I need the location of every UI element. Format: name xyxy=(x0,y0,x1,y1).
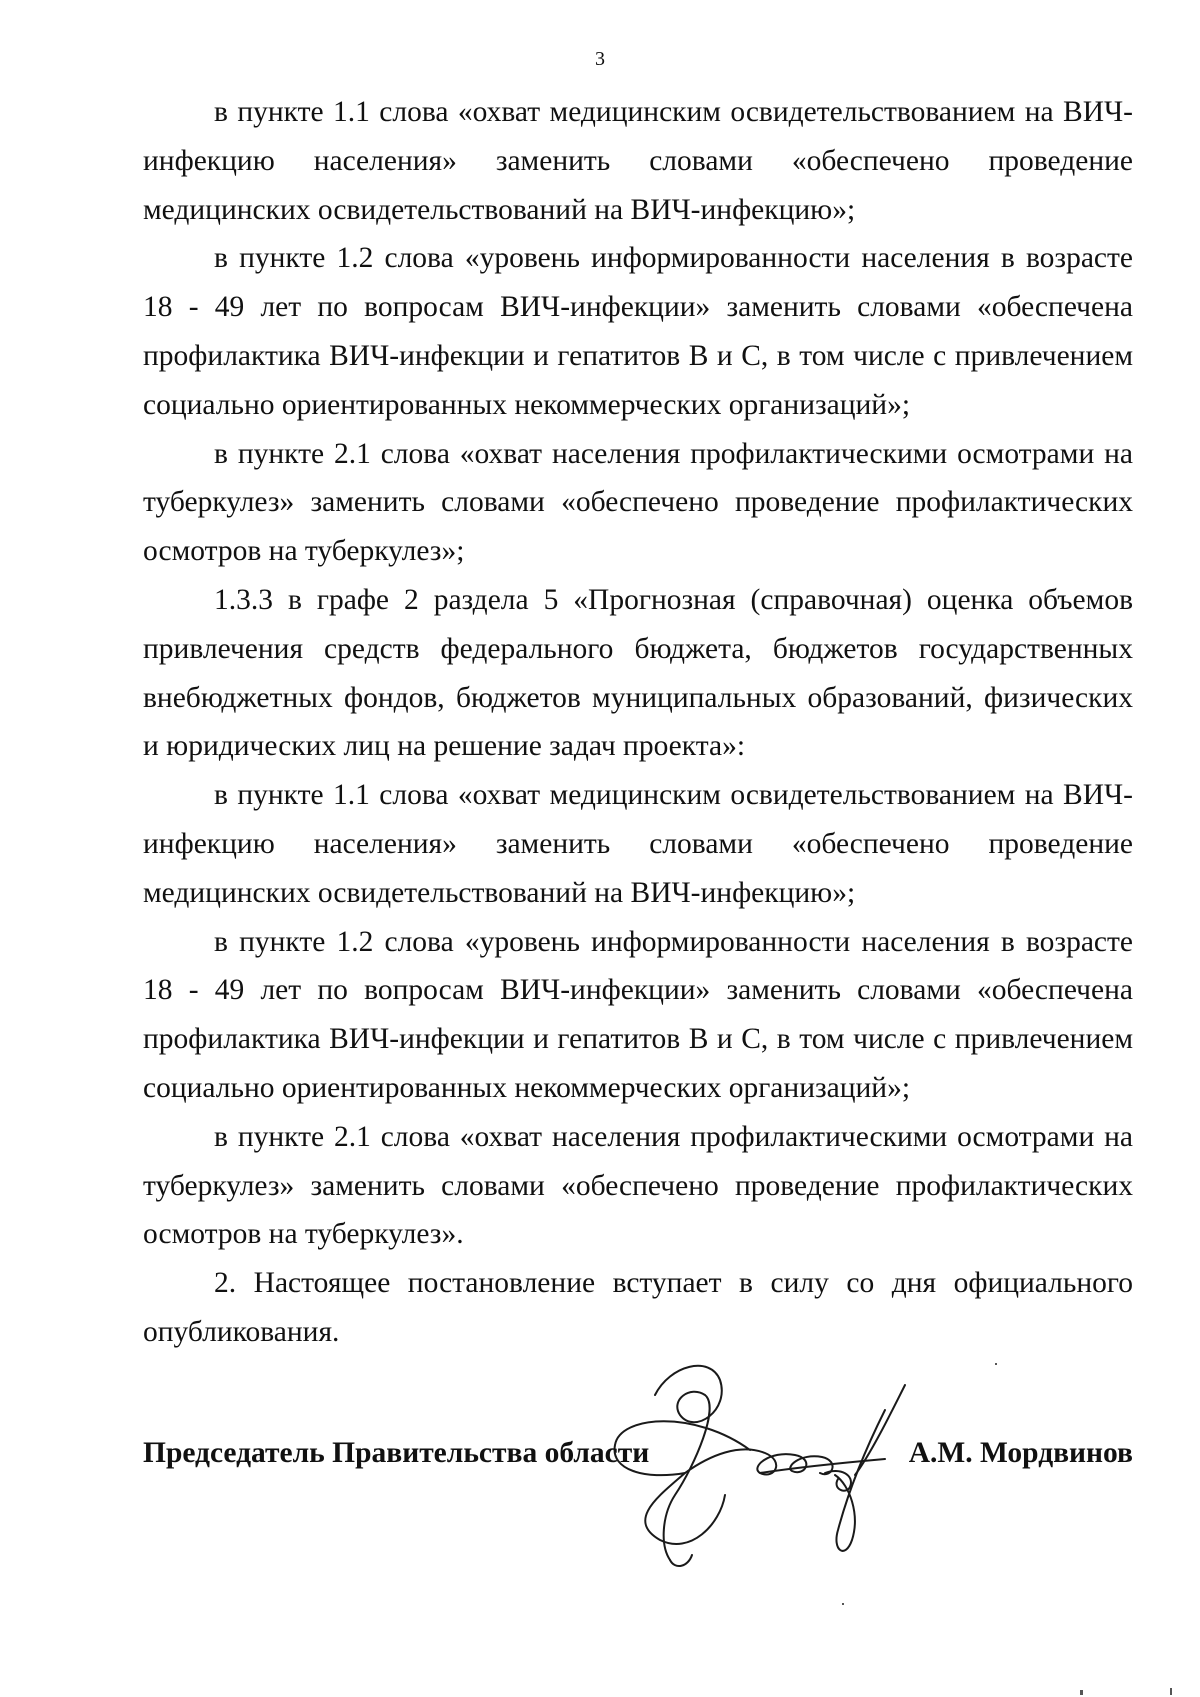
paragraph: 2. Настоящее постановление вступает в силу со дня официального опубликования. xyxy=(143,1267,1133,1348)
paragraph: в пункте 1.2 слова «уровень информированности населения в возрасте 18 - 49 лет по вопросам ВИЧ-инфекции» заменить словами «обеспечена профилактика ВИЧ-инфекции и гепатитов В и С, в том числе с привлечением социально ориентированных некоммерческих организаций»; xyxy=(143,925,1133,1104)
scan-speck xyxy=(1080,1690,1083,1695)
paragraph: в пункте 1.1 слова «охват медицинским освидетельствованием на ВИЧ-инфекцию населения» заменить словами «обеспечено проведение медицинских освидетельствований на ВИЧ-инфекцию»; xyxy=(143,779,1133,909)
paragraph: в пункте 1.1 слова «охват медицинским освидетельствованием на ВИЧ-инфекцию населения» заменить словами «обеспечено проведение медицинских освидетельствований на ВИЧ-инфекцию»; xyxy=(143,96,1133,226)
scan-speck xyxy=(1170,1688,1172,1695)
scan-speck xyxy=(995,1363,997,1365)
page-number: 3 xyxy=(595,48,605,70)
signer-title: Председатель Правительства области xyxy=(143,1437,650,1469)
scan-speck xyxy=(842,1603,844,1605)
paragraph: 1.3.3 в графе 2 раздела 5 «Прогнозная (справочная) оценка объемов привлечения средств федерального бюджета, бюджетов государственных внебюджетных фондов, бюджетов муниципальных образований, физических и юридических лиц на решение задач проекта»: xyxy=(143,583,1133,763)
document-body xyxy=(143,88,1133,1357)
signature-block xyxy=(143,1437,1133,1485)
signer-name: А.М. Мордвинов xyxy=(908,1437,1133,1469)
paragraph: в пункте 2.1 слова «охват населения профилактическими осмотрами на туберкулез» заменить словами «обеспечено проведение профилактических осмотров на туберкулез». xyxy=(143,1120,1133,1251)
paragraph: в пункте 2.1 слова «охват населения профилактическими осмотрами на туберкулез» заменить словами «обеспечено проведение профилактических осмотров на туберкулез»; xyxy=(143,437,1133,568)
paragraph: в пункте 1.2 слова «уровень информированности населения в возрасте 18 - 49 лет по вопросам ВИЧ-инфекции» заменить словами «обеспечена профилактика ВИЧ-инфекции и гепатитов В и С, в том числе с привлечением социально ориентированных некоммерческих организаций»; xyxy=(143,242,1133,421)
